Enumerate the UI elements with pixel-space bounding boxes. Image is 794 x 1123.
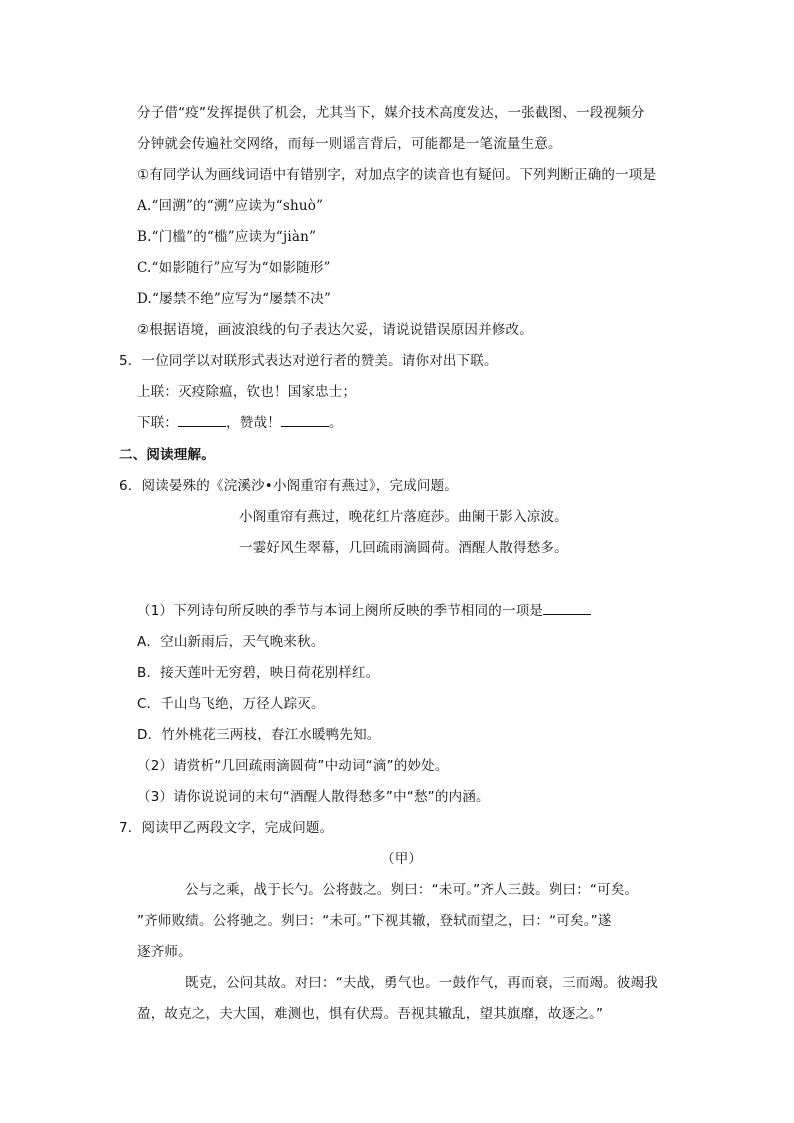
- question-4-sub2: ②根据语境，画波浪线的句子表达欠妥，请说说错误原因并修改。: [137, 322, 533, 338]
- poem-line: 一霎好风生翠幕，几回疏雨滴圆荷。酒醒人散得愁多。: [239, 540, 568, 556]
- passage-line: 分钟就会传遍社交网络，而每一则谣言背后，可能都是一笔流量生意。: [137, 136, 562, 152]
- question-6-sub1-text: （1）下列诗句所反映的季节与本词上阕所反映的季节相同的一项是: [137, 603, 544, 619]
- answer-blank[interactable]: [281, 414, 329, 427]
- option-b: B.“门槛”的“槛”应读为“jiàn”: [137, 229, 317, 245]
- question-5-stem: 5．一位同学以对联形式表达对逆行者的赞美。请你对出下联。: [119, 353, 498, 369]
- poem-line: 小阁重帘有燕过，晚花红片落庭莎。曲阑干影入凉波。: [239, 509, 568, 525]
- question-6-sub3: （3）请你说说词的末句“酒醒人散得愁多”中“愁”的内涵。: [137, 789, 490, 805]
- question-6-stem: 6．阅读晏殊的《浣溪沙•小阁重帘有燕过》，完成问题。: [119, 478, 459, 494]
- classical-text-line: ”齐师败绩。公将驰之。刿曰：“未可。”下视其辙，登轼而望之，曰：“可矣。”遂: [137, 913, 612, 929]
- option-d: D．竹外桃花三两枝，春江水暖鸭先知。: [137, 727, 381, 743]
- option-d: D.“屡禁不绝”应写为“屡禁不决”: [137, 291, 332, 307]
- couplet-lower-end: 。: [328, 415, 343, 431]
- option-a: A.“回溯”的“溯”应读为“shuò”: [137, 198, 324, 214]
- couplet-lower-prefix: 下联：: [137, 415, 179, 431]
- question-7-stem: 7．阅读甲乙两段文字，完成问题。: [119, 820, 334, 836]
- question-4-sub1: ①有同学认为画线词语中有错别字，对加点字的读音也有疑问。下列判断正确的一项是: [137, 167, 657, 183]
- couplet-lower-mid: ，赞哉！: [226, 415, 281, 431]
- classical-text-line: 盈，故克之，夫大国，难测也，惧有伏焉。吾视其辙乱，望其旗靡，故逐之。”: [137, 1006, 604, 1022]
- answer-blank[interactable]: [178, 414, 226, 427]
- couplet-lower: [137, 414, 343, 432]
- classical-text-line: 公与之乘，战于长勺。公将鼓之。刿曰：“未可。”齐人三鼓。刿曰：“可矣。: [185, 882, 639, 898]
- couplet-upper: 上联：灭疫除瘟，钦也！国家忠士；: [137, 384, 357, 400]
- option-c: C．千山鸟飞绝，万径人踪灭。: [137, 696, 325, 712]
- question-6-sub1: [137, 602, 591, 620]
- answer-blank[interactable]: [543, 602, 591, 615]
- question-6-sub2: （2）请赏析“几回疏雨滴圆荷”中动词“滴”的妙处。: [137, 758, 449, 774]
- option-a: A．空山新雨后，天气晚来秋。: [137, 634, 325, 650]
- option-c: C.“如影随行”应写为“如影随形”: [137, 260, 331, 276]
- classical-text-line: 既克，公问其故。对曰：“夫战，勇气也。一鼓作气，再而衰，三而竭。彼竭我: [185, 975, 658, 991]
- passage-title: （甲）: [381, 851, 423, 867]
- passage-line: 分子借“疫”发挥提供了机会，尤其当下，媒介技术高度发达，一张截图、一段视频分: [137, 105, 645, 121]
- classical-text-line: 逐齐师。: [137, 944, 192, 960]
- section-heading: 二、阅读理解。: [119, 447, 215, 463]
- option-b: B．接天莲叶无穷碧，映日荷花别样红。: [137, 665, 380, 681]
